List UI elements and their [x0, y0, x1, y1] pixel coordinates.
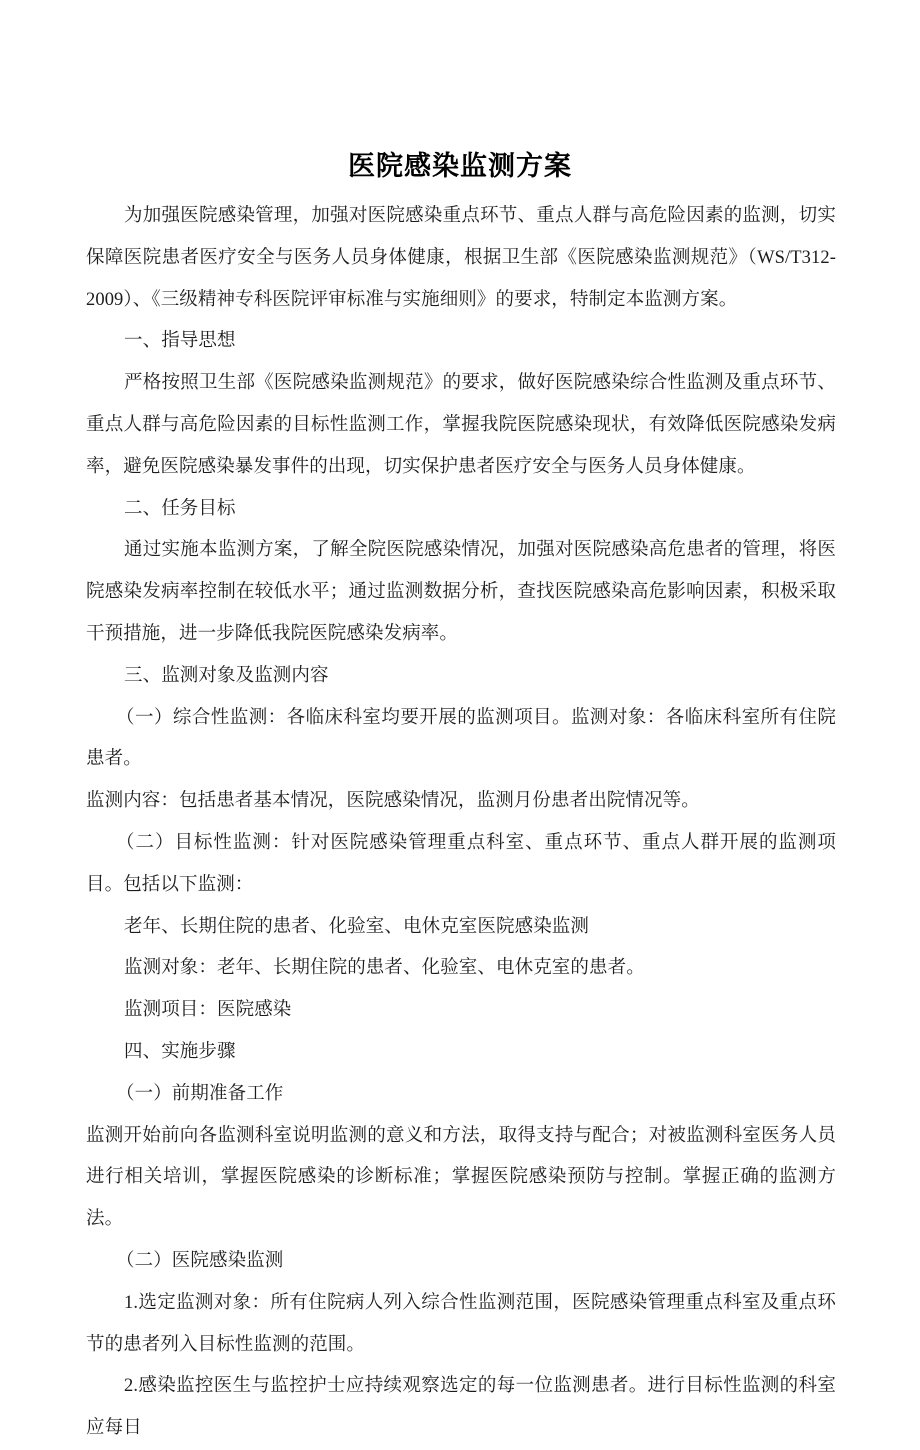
paragraph-section-three-target-subjects: 监测对象：老年、长期住院的患者、化验室、电休克室的患者。 [124, 958, 645, 979]
heading-section-three: 三、监测对象及监测内容 [124, 665, 329, 686]
paragraph-section-four-item-two: （二）医院感染监测 [116, 1250, 284, 1271]
paragraph-section-three-item-two: （二）目标性监测：针对医院感染管理重点科室、重点环节、重点人群开展的监测项目。包括以下监测： [86, 832, 836, 895]
heading-section-one: 一、指导思想 [124, 331, 236, 352]
document-body [86, 196, 836, 1450]
page-title: 医院感染监测方案 [348, 151, 572, 182]
paragraph-section-three-item-one: （一）综合性监测：各临床科室均要开展的监测项目。监测对象：各临床科室所有住院患者。 [86, 707, 836, 770]
paragraph-section-three-item-one-content: 监测内容：包括患者基本情况，医院感染情况，监测月份患者出院情况等。 [86, 791, 700, 812]
paragraph-section-four-step-one: 1.选定监测对象：所有住院病人列入综合性监测范围，医院感染管理重点科室及重点环节的患者列入目标性监测的范围。 [86, 1292, 836, 1355]
heading-section-two: 二、任务目标 [124, 498, 236, 519]
paragraph-section-three-target-list: 老年、长期住院的患者、化验室、电休克室医院感染监测 [124, 916, 590, 937]
heading-section-four: 四、实施步骤 [124, 1041, 236, 1062]
paragraph-section-three-target-project: 监测项目：医院感染 [124, 1000, 292, 1021]
paragraph-section-four-item-one-body: 监测开始前向各监测科室说明监测的意义和方法，取得支持与配合；对被监测科室医务人员进行相关培训，掌握医院感染的诊断标准；掌握医院感染预防与控制。掌握正确的监测方法。 [86, 1125, 836, 1230]
paragraph-section-one-body: 严格按照卫生部《医院感染监测规范》的要求，做好医院感染综合性监测及重点环节、重点人群与高危险因素的目标性监测工作，掌握我院医院感染现状，有效降低医院感染发病率，避免医院感染暴发事件的出现，切实保护患者医疗安全与医务人员身体健康。 [86, 373, 836, 477]
paragraph-section-four-item-one: （一）前期准备工作 [116, 1083, 284, 1104]
paragraph-section-two-body: 通过实施本监测方案，了解全院医院感染情况，加强对医院感染高危患者的管理，将医院感染发病率控制在较低水平；通过监测数据分析，查找医院感染高危影响因素，积极采取干预措施，进一步降低我院医院感染发病率。 [86, 540, 836, 644]
paragraph-intro: 为加强医院感染管理，加强对医院感染重点环节、重点人群与高危险因素的监测，切实保障医院患者医疗安全与医务人员身体健康，根据卫生部《医院感染监测规范》（WS/T312-2009）、《三级精神专科医院评审标准与实施细则》的要求，特制定本监测方案。 [86, 206, 836, 310]
paragraph-section-four-step-two: 2.感染监控医生与监控护士应持续观察选定的每一位监测患者。进行目标性监测的科室应每日 [86, 1376, 836, 1439]
